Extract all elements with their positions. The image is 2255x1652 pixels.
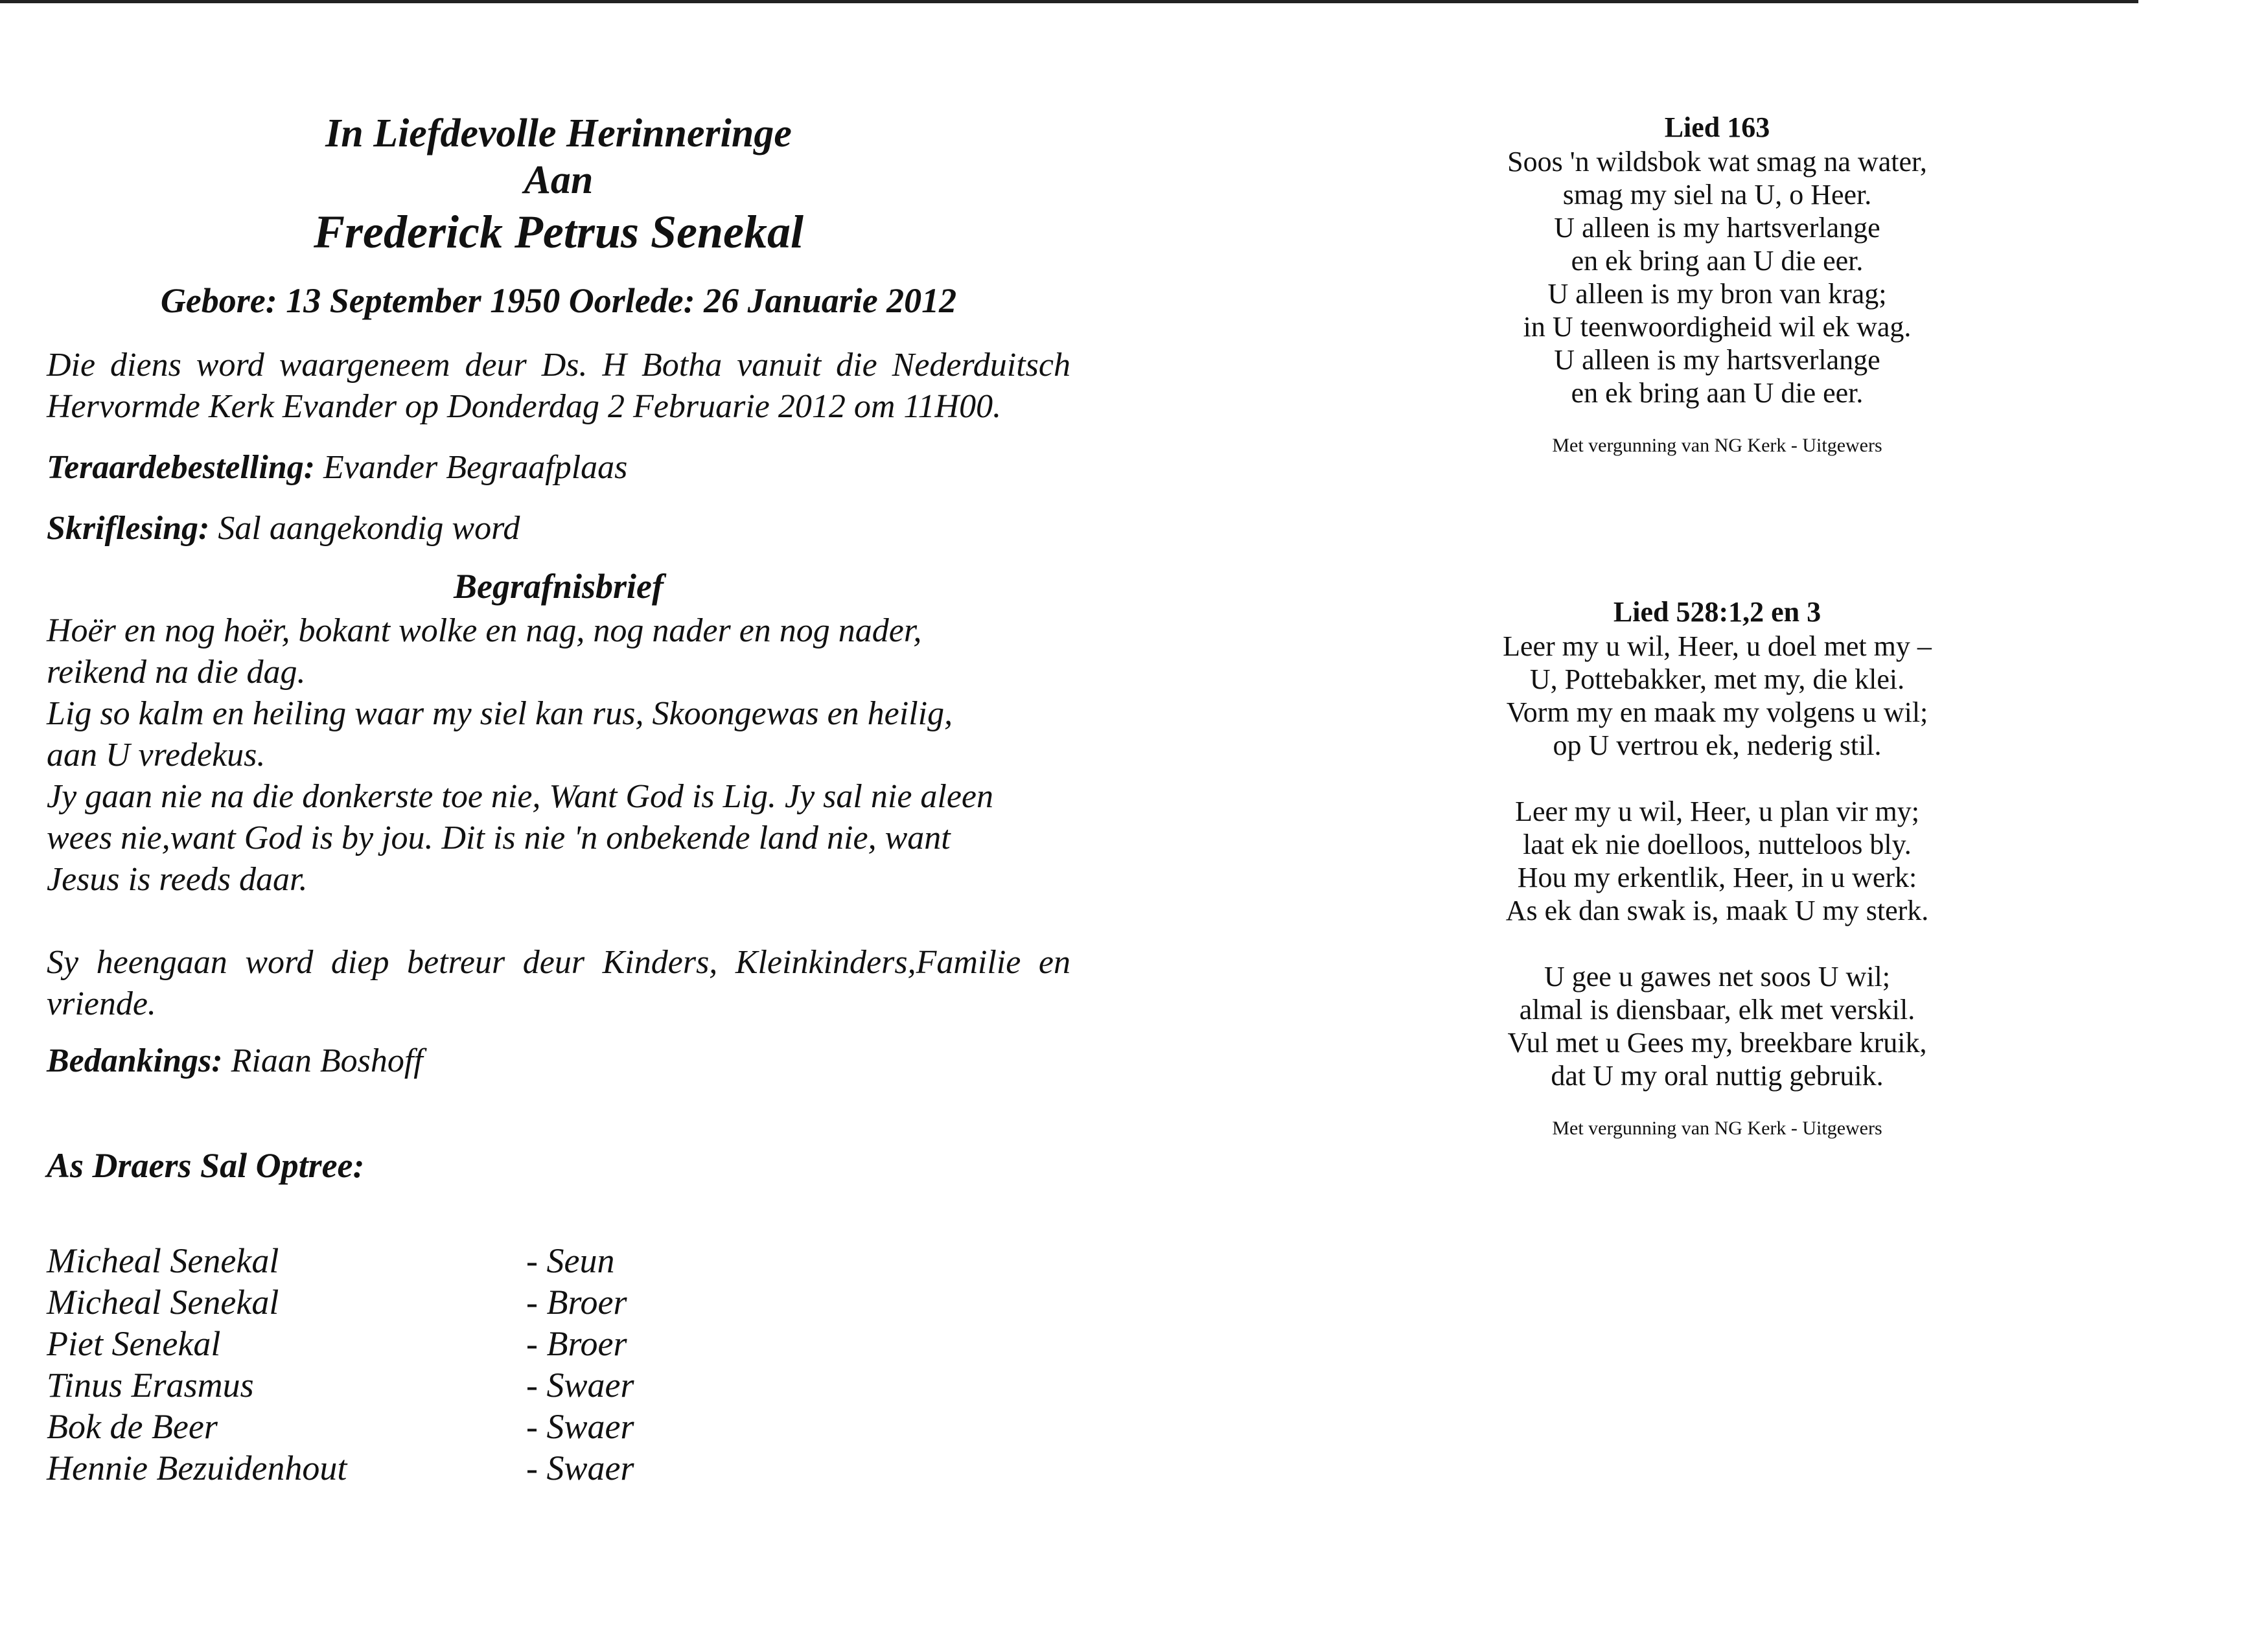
hymn-line: Leer my u wil, Heer, u doel met my – — [1503, 630, 1932, 662]
bearer-relation: - Swaer — [526, 1366, 634, 1405]
bearer-row — [47, 1281, 1083, 1323]
stanza-gap — [1426, 927, 2009, 960]
letter-line: reikend na die dag. — [47, 654, 306, 691]
bearer-relation: - Swaer — [526, 1449, 634, 1487]
hymn-line: U alleen is my hartsverlange — [1554, 344, 1880, 376]
bearers-title: As Draers Sal Optree: — [47, 1146, 365, 1185]
bearer-relation: - Swaer — [526, 1407, 634, 1446]
bearer-row — [47, 1240, 1083, 1281]
reading-value: Sal aangekondig word — [209, 510, 520, 547]
stanza-gap — [1426, 762, 2009, 795]
hymn-line: smag my siel na U, o Heer. — [1562, 179, 1872, 211]
bearer-name: Tinus Erasmus — [47, 1366, 254, 1405]
hymn-line: Vorm my en maak my volgens u wil; — [1506, 696, 1928, 728]
hymn-line: laat ek nie doelloos, nutteloos bly. — [1523, 829, 1912, 860]
bearer-row — [47, 1406, 1083, 1447]
burial-value: Evander Begraafplaas — [315, 449, 628, 486]
bearer-name: Piet Senekal — [47, 1324, 221, 1363]
letter-line: wees nie,want God is by jou. Dit is nie 'n onbekende land nie, want — [47, 820, 951, 856]
bearer-row — [47, 1447, 1083, 1489]
service-details: Die diens word waargeneem deur Ds. H Botha vanuit die Nederduitsch Hervormde Kerk Evander op Donderdag 2 Februarie 2012 om 11H00. — [47, 347, 1070, 425]
letter-line: Jesus is reeds daar. — [47, 861, 308, 898]
hymn-lied-163 — [1426, 110, 2009, 459]
letter-line: Lig so kalm en heiling waar my siel kan rus, Skoongewas en heilig, — [47, 695, 953, 732]
hymn-lied-528 — [1426, 595, 2009, 1141]
hymn-line: Hou my erkentlik, Heer, in u werk: — [1517, 862, 1917, 893]
reading-line — [47, 508, 1083, 549]
bearer-name: Micheal Senekal — [47, 1283, 279, 1322]
hymn-title: Lied 528:1,2 en 3 — [1613, 596, 1821, 628]
hymn-line: U alleen is my bron van krag; — [1547, 278, 1887, 310]
memorial-heading-aan: Aan — [524, 158, 594, 202]
birth-death-dates: Gebore: 13 September 1950 Oorlede: 26 Januarie 2012 — [160, 281, 957, 320]
funeral-letter — [47, 610, 1070, 901]
hymn-permission: Met vergunning van NG Kerk - Uitgewers — [1552, 1118, 1882, 1139]
hymn-line: en ek bring aan U die eer. — [1571, 377, 1864, 409]
reading-label: Skriflesing: — [47, 510, 210, 547]
letter-line: aan U vredekus. — [47, 737, 266, 774]
hymn-line: dat U my oral nuttig gebruik. — [1551, 1060, 1884, 1092]
thanks-line — [47, 1040, 1083, 1082]
hymns-panel — [1426, 110, 2009, 1141]
bearer-name: Hennie Bezuidenhout — [47, 1449, 347, 1487]
bearer-name: Micheal Senekal — [47, 1241, 279, 1280]
burial-label: Teraardebestelling: — [47, 449, 316, 486]
hymn-line: en ek bring aan U die eer. — [1571, 245, 1864, 277]
letter-title: Begrafnisbrief — [454, 567, 664, 606]
hymn-title: Lied 163 — [1664, 111, 1770, 143]
memorial-panel — [47, 110, 1083, 1489]
hymn-line: U alleen is my hartsverlange — [1554, 212, 1880, 244]
bearer-name: Bok de Beer — [47, 1407, 218, 1446]
letter-line: Jy gaan nie na die donkerste toe nie, Want God is Lig. Jy sal nie aleen — [47, 778, 994, 815]
hymn-line: almal is diensbaar, elk met verskil. — [1519, 994, 1915, 1026]
bearers-list — [47, 1240, 1083, 1489]
bearer-relation: - Seun — [526, 1241, 615, 1280]
hymn-line: U gee u gawes net soos U wil; — [1544, 961, 1890, 992]
bearer-relation: - Broer — [526, 1283, 627, 1322]
bearer-relation: - Broer — [526, 1324, 627, 1363]
deceased-name: Frederick Petrus Senekal — [314, 206, 804, 258]
hymn-line: op U vertrou ek, nederig stil. — [1553, 729, 1882, 761]
thanks-label: Bedankings: — [47, 1042, 223, 1079]
hymn-line: As ek dan swak is, maak U my sterk. — [1505, 895, 1929, 926]
letter-line: Hoër en nog hoër, bokant wolke en nag, nog nader en nog nader, — [47, 612, 922, 649]
hymn-line: Soos 'n wildsbok wat smag na water, — [1507, 146, 1927, 178]
hymn-line: Leer my u wil, Heer, u plan vir my; — [1515, 796, 1919, 827]
hymn-permission: Met vergunning van NG Kerk - Uitgewers — [1552, 435, 1882, 456]
hymn-line: U, Pottebakker, met my, die klei. — [1529, 663, 1905, 695]
bearer-row — [47, 1323, 1083, 1364]
burial-line — [47, 447, 1083, 488]
top-border-line — [0, 0, 2138, 3]
bearer-row — [47, 1364, 1083, 1406]
mourning-text: Sy heengaan word diep betreur deur Kinders, Kleinkinders,Familie en vriende. — [47, 944, 1070, 1022]
thanks-value: Riaan Boshoff — [222, 1042, 423, 1079]
hymn-line: Vul met u Gees my, breekbare kruik, — [1507, 1027, 1927, 1059]
memorial-heading: In Liefdevolle Herinneringe — [325, 111, 792, 155]
hymn-line: in U teenwoordigheid wil ek wag. — [1523, 311, 1912, 343]
